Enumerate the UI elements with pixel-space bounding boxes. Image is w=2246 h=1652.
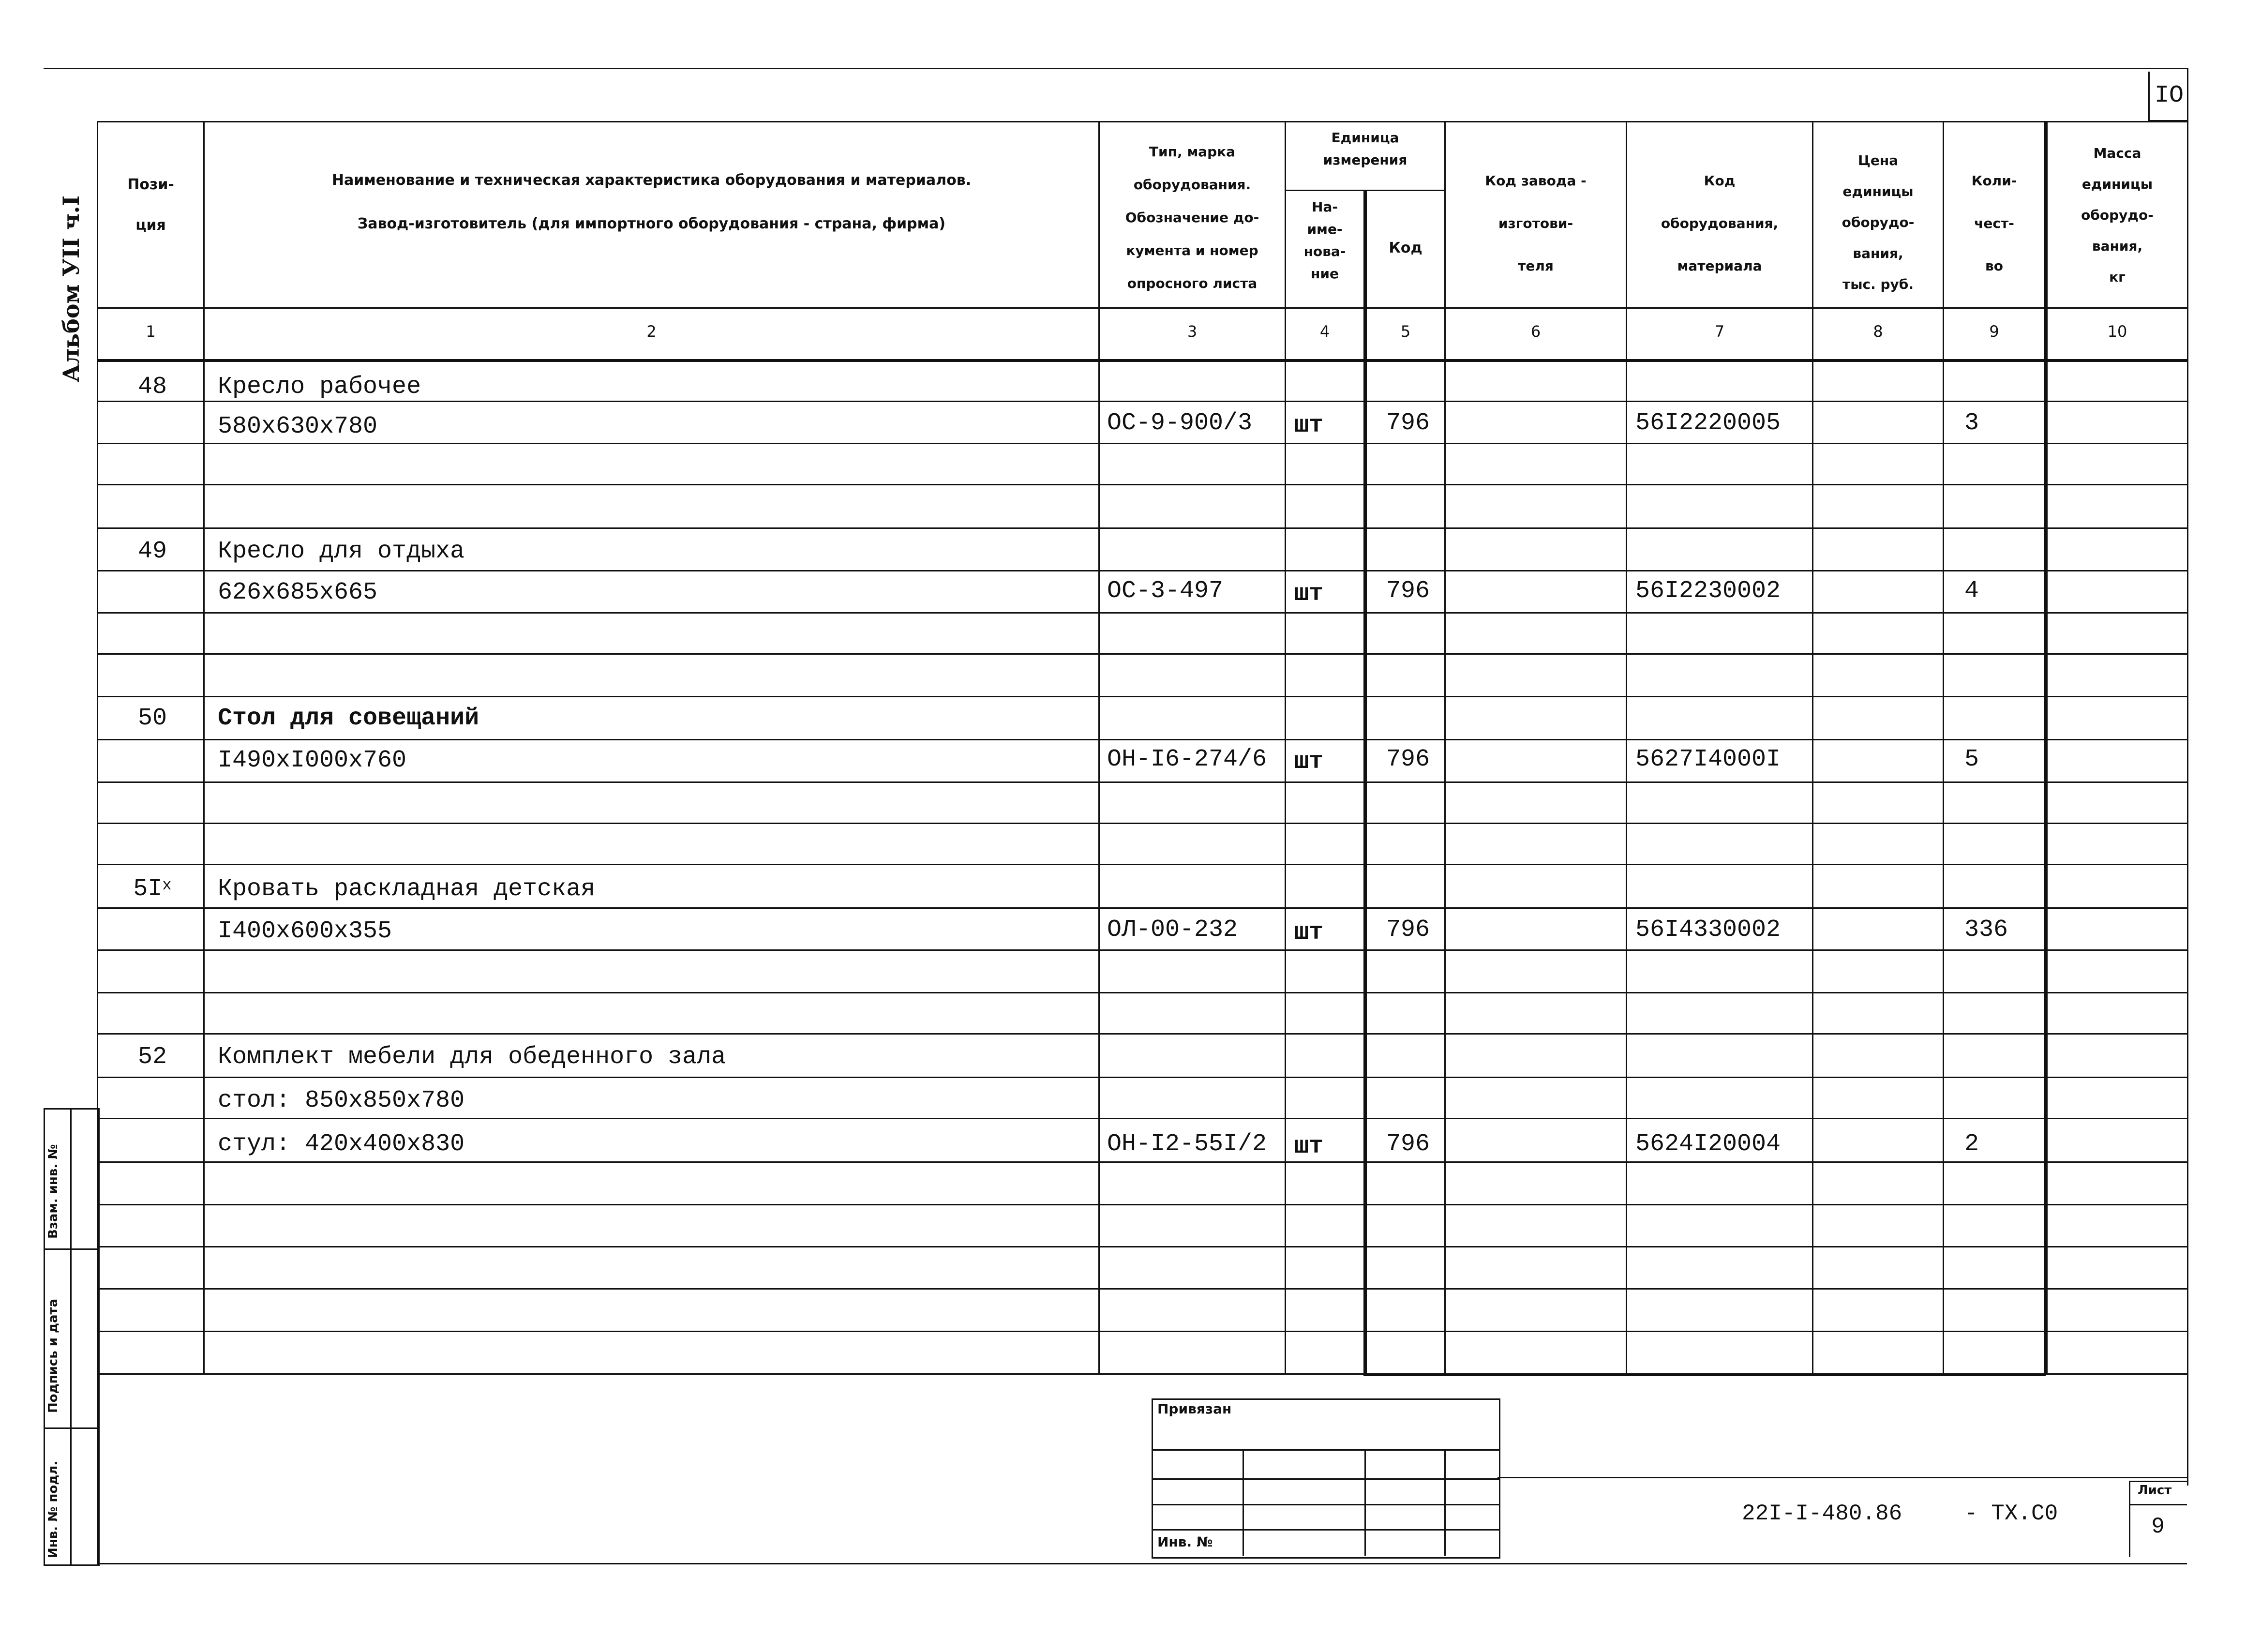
sheet-number: 9 bbox=[2151, 1514, 2165, 1539]
item-unit-code: 796 bbox=[1386, 916, 1430, 944]
colnum-9: 9 bbox=[1989, 322, 1999, 341]
row-line bbox=[97, 1204, 2187, 1205]
colnum-7: 7 bbox=[1714, 322, 1725, 341]
linked-line-2 bbox=[1152, 1478, 1499, 1480]
item-doc: ОС-3-497 bbox=[1107, 577, 1224, 605]
title-block-line bbox=[1497, 1477, 2187, 1478]
row-line bbox=[97, 1033, 2187, 1035]
item-qty: 3 bbox=[1964, 409, 1979, 437]
item-doc: ОН-I2-55I/2 bbox=[1107, 1130, 1267, 1158]
side-stamp-inv-label: Инв. № подл. bbox=[46, 1460, 60, 1558]
designation-code: 22I-I-480.86 bbox=[1742, 1501, 1902, 1526]
item-name: Стол для совещаний bbox=[218, 705, 479, 732]
top-sheet-number: IO bbox=[2154, 82, 2184, 109]
item-spec: 580x630x780 bbox=[218, 413, 378, 440]
header-qty: Коли- чест- во bbox=[1971, 173, 2017, 274]
linked-line-3 bbox=[1152, 1504, 1499, 1505]
item-equip-code: 56I2220005 bbox=[1635, 409, 1781, 437]
designation-suffix: - ТХ.С0 bbox=[1964, 1501, 2058, 1526]
header-bottom-line bbox=[97, 307, 2187, 309]
item-qty: 2 bbox=[1964, 1130, 1979, 1158]
item-spec: 626x685x665 bbox=[218, 579, 378, 606]
row-line bbox=[97, 1331, 2187, 1332]
colnum-2: 2 bbox=[646, 322, 657, 341]
row-line bbox=[97, 739, 2187, 740]
sheet-box-divider bbox=[2129, 1504, 2187, 1505]
colnum-3: 3 bbox=[1187, 322, 1198, 341]
row-line bbox=[97, 1077, 2187, 1078]
frame-bottom-line bbox=[97, 1563, 2187, 1564]
item-equip-code: 5627I4000I bbox=[1635, 746, 1781, 773]
header-equip-code: Код оборудования, материала bbox=[1661, 173, 1779, 274]
header-unit-code: Код bbox=[1389, 240, 1422, 256]
header-unit-group: Единица измерения bbox=[1323, 130, 1407, 168]
item-position: 48 bbox=[137, 373, 167, 401]
linked-col-3 bbox=[1444, 1449, 1446, 1556]
header-plant-code: Код завода - изготови- теля bbox=[1485, 173, 1587, 274]
header-type: Тип, марка оборудования. Обозначение до- кумента и номер опросного листа bbox=[1125, 144, 1259, 291]
col-line-1 bbox=[203, 121, 205, 1374]
colnum-6: 6 bbox=[1530, 322, 1541, 341]
item-qty: 4 bbox=[1964, 577, 1979, 605]
item-unit: шт bbox=[1294, 748, 1324, 776]
item-name: Кресло рабочее bbox=[218, 373, 421, 401]
colnum-1: 1 bbox=[146, 322, 156, 341]
row-line bbox=[97, 527, 2187, 529]
linked-label: Привязан bbox=[1157, 1401, 1232, 1417]
linked-col-2 bbox=[1364, 1449, 1366, 1556]
row-line bbox=[97, 1118, 2187, 1119]
item-doc: ОС-9-900/3 bbox=[1107, 409, 1253, 437]
item-unit-code: 796 bbox=[1386, 1130, 1430, 1158]
left-stamp-sep-1 bbox=[44, 1248, 97, 1250]
row-line bbox=[97, 864, 2187, 865]
header-unit-name: На- име- нова- ние bbox=[1303, 199, 1346, 282]
row-line bbox=[97, 992, 2187, 993]
col-line-3 bbox=[1285, 121, 1286, 1374]
colnum-4: 4 bbox=[1319, 322, 1330, 341]
col-line-2 bbox=[1098, 121, 1100, 1374]
item-doc: ОЛ-00-232 bbox=[1107, 916, 1238, 944]
item-unit-code: 796 bbox=[1386, 577, 1430, 605]
item-qty: 336 bbox=[1964, 916, 2008, 944]
table-end-line bbox=[97, 1373, 2187, 1375]
item-spec: стол: 850x850x780 bbox=[218, 1087, 465, 1114]
row-line bbox=[97, 570, 2187, 571]
left-stamp-divider bbox=[70, 1108, 72, 1564]
linked-line-1 bbox=[1152, 1449, 1499, 1451]
item-unit-code: 796 bbox=[1386, 746, 1430, 773]
inv-label: Инв. № bbox=[1157, 1534, 1213, 1550]
item-equip-code: 56I2230002 bbox=[1635, 577, 1781, 605]
side-stamp-swap-label: Взам. инв. № bbox=[46, 1144, 60, 1239]
col-line-7 bbox=[1812, 121, 1813, 1374]
sheet-label: Лист bbox=[2138, 1483, 2172, 1498]
item-unit-code: 796 bbox=[1386, 409, 1430, 437]
item-name: Кровать раскладная детская bbox=[218, 875, 596, 903]
row-line bbox=[97, 1246, 2187, 1247]
header-mass: Масса единицы оборудо- вания, кг bbox=[2081, 145, 2154, 285]
row-line bbox=[97, 823, 2187, 824]
row-line bbox=[97, 612, 2187, 614]
row-line bbox=[97, 443, 2187, 444]
side-stamp-sign-label: Подпись и дата bbox=[46, 1298, 60, 1413]
item-position bbox=[116, 875, 189, 904]
row-line bbox=[97, 696, 2187, 697]
header-name-line2: Завод-изготовитель (для импортного оборудования - страна, фирма) bbox=[357, 215, 946, 232]
col-line-8 bbox=[1943, 121, 1944, 1374]
item-spec-2: стул: 420x400x830 bbox=[218, 1130, 465, 1158]
item-spec: I400x600x355 bbox=[218, 917, 392, 945]
row-line bbox=[97, 1161, 2187, 1163]
item-unit: шт bbox=[1294, 1133, 1324, 1160]
col-line-5 bbox=[1444, 121, 1446, 1374]
side-album-label: Альбом УII ч.I bbox=[58, 195, 84, 382]
col-line-6 bbox=[1626, 121, 1627, 1374]
item-position: 49 bbox=[137, 538, 167, 565]
colnum-bottom-line bbox=[97, 359, 2187, 362]
item-position-mark: x bbox=[162, 876, 172, 894]
item-name: Комплект мебели для обеденного зала bbox=[218, 1043, 726, 1071]
item-position: 50 bbox=[137, 705, 167, 732]
item-equip-code: 5624I20004 bbox=[1635, 1130, 1781, 1158]
item-doc: ОН-I6-274/6 bbox=[1107, 746, 1267, 773]
item-position-number: 5I bbox=[133, 875, 163, 903]
top-sheet-number-box bbox=[2148, 72, 2188, 121]
item-equip-code: 56I4330002 bbox=[1635, 916, 1781, 944]
item-unit: шт bbox=[1294, 919, 1324, 946]
row-line bbox=[97, 653, 2187, 655]
colnum-10: 10 bbox=[2107, 322, 2127, 341]
header-name-line1: Наименование и техническая характеристика оборудования и материалов. bbox=[331, 172, 972, 189]
colnum-5: 5 bbox=[1400, 322, 1411, 341]
linked-col-1 bbox=[1243, 1449, 1244, 1556]
row-line bbox=[97, 484, 2187, 485]
row-line bbox=[97, 949, 2187, 951]
item-spec: I490xI000x760 bbox=[218, 747, 407, 774]
item-qty: 5 bbox=[1964, 746, 1979, 773]
header-position: Пози- ция bbox=[127, 176, 174, 234]
frame-top-line bbox=[44, 68, 2187, 69]
row-line bbox=[97, 1288, 2187, 1290]
row-line bbox=[97, 781, 2187, 783]
left-stamp-sep-2 bbox=[44, 1427, 97, 1429]
item-position: 52 bbox=[137, 1043, 167, 1071]
col-line-9 bbox=[2044, 121, 2048, 1374]
item-name: Кресло для отдыха bbox=[218, 538, 465, 565]
colnum-8: 8 bbox=[1873, 322, 1883, 341]
linked-line-4 bbox=[1152, 1529, 1499, 1531]
row-line bbox=[97, 907, 2187, 909]
item-unit: шт bbox=[1294, 580, 1324, 608]
item-unit: шт bbox=[1294, 412, 1324, 439]
header-price: Цена единицы оборудо- вания, тыс. руб. bbox=[1842, 152, 1915, 292]
